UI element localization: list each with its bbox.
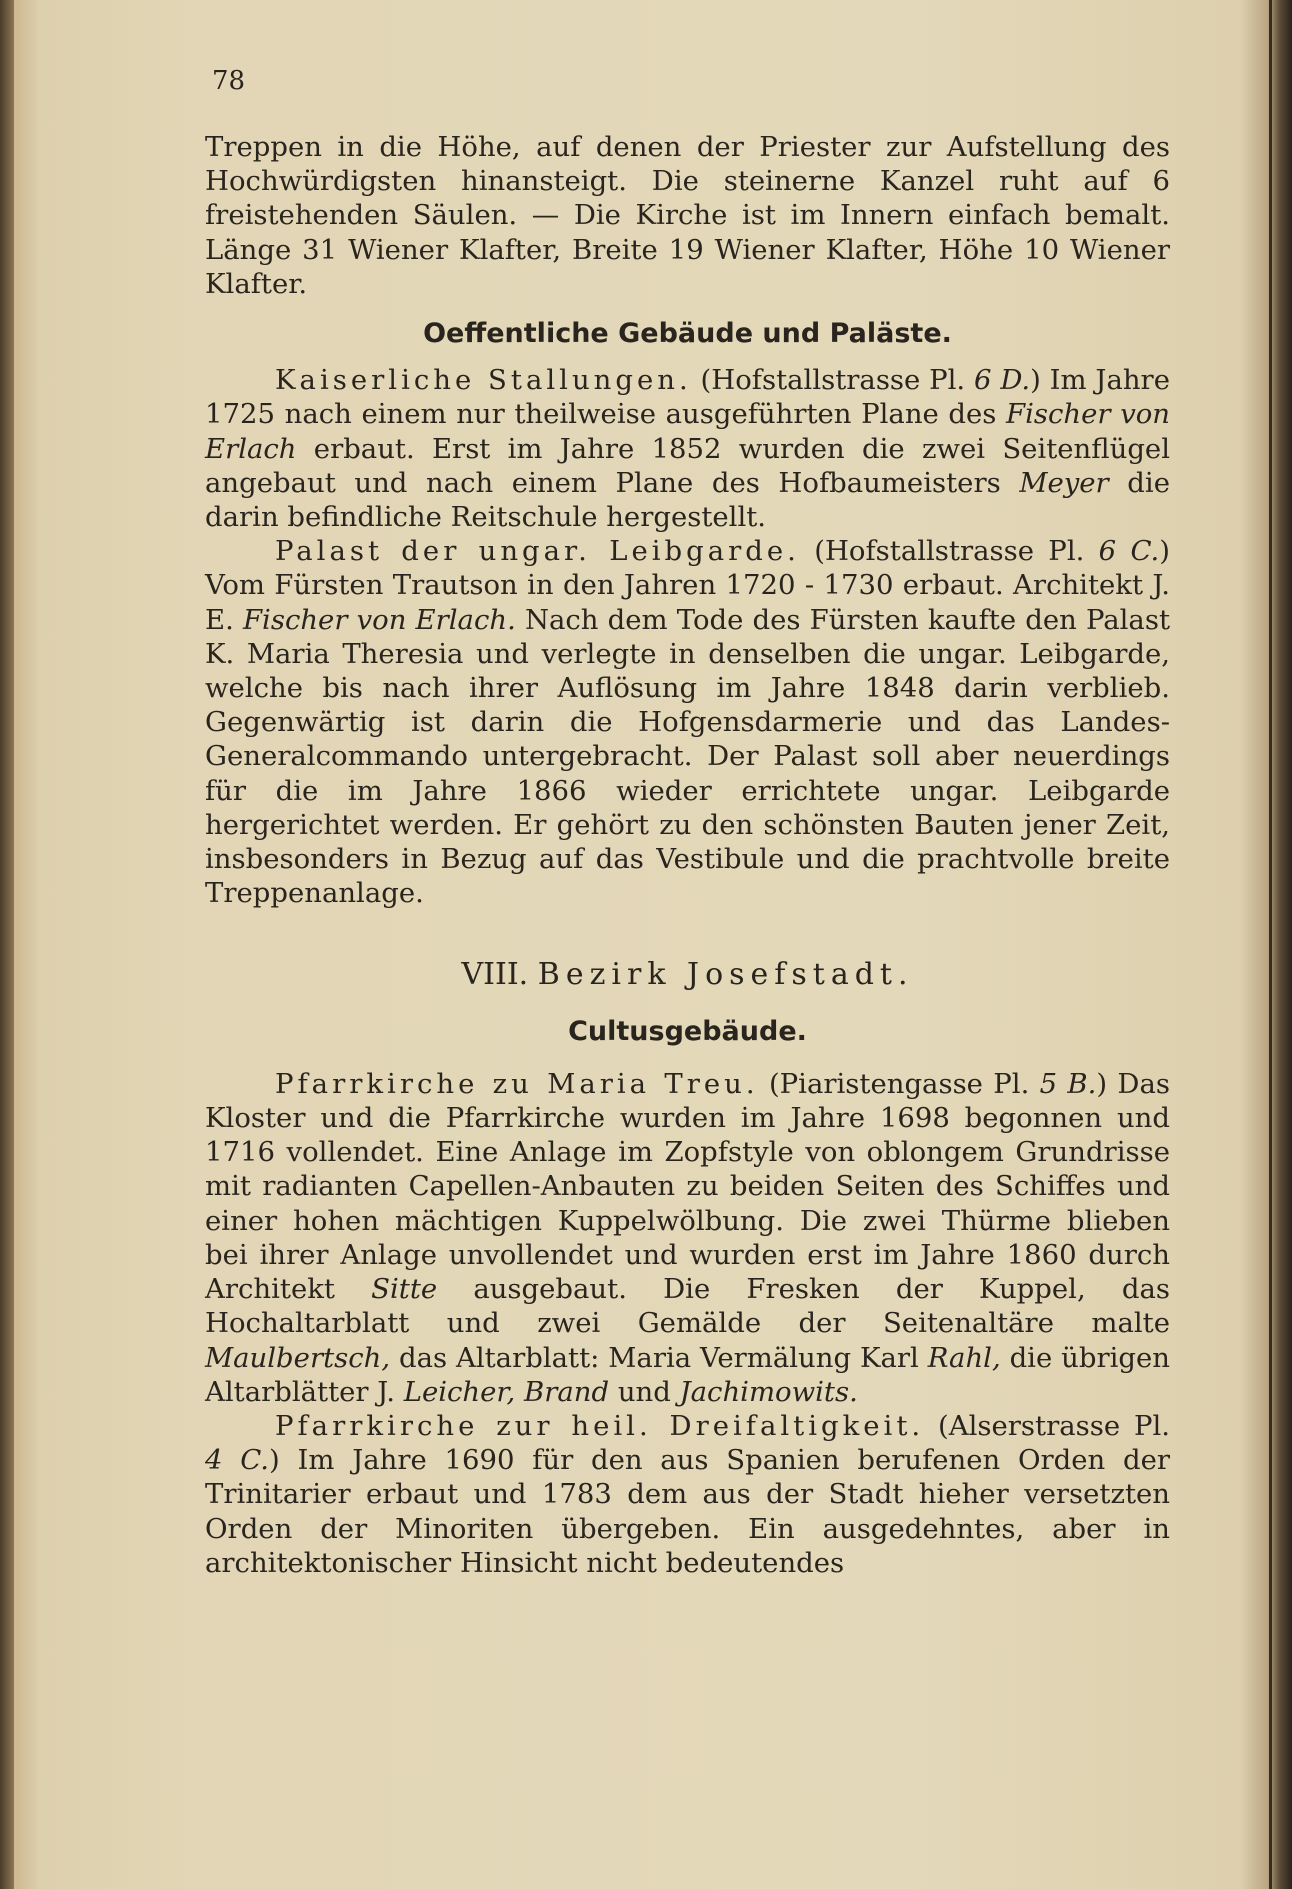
entry-title: Palast der ungar. Leibgarde. (275, 535, 800, 568)
district-heading: VIII. Bezirk Josefstadt. (461, 957, 914, 993)
architect-name: Meyer (1019, 466, 1109, 499)
entry-title: Pfarrkirche zur heil. Dreifaltigkeit. (275, 1409, 925, 1442)
architect-name: Sitte (371, 1273, 438, 1306)
entry-title: Kaiserliche Stallungen. (275, 364, 692, 397)
paragraph-church-interior: Treppen in die Höhe, auf denen der Priester zur Aufstellung des Hochwürdigsten hinansteigt. Die steinerne Kanzel ruht auf 6 freistehenden Säulen. — Die Kirche ist im Innern einfach bemalt. Länge 31 Wiener Klafter, Breite 19 Wiener Klafter, Höhe 10 Wiener Klafter. (205, 131, 1170, 300)
entry-maria-treu: Pfarrkirche zu Maria Treu. (Piaristengasse Pl. 5 B.) Das Kloster und die Pfarrkirche wurden im Jahre 1698 begonnen und 1716 vollendet. Eine Anlage im Zopfstyle von oblongem Grundrisse mit radianten Capellen-Anbauten zu beiden Seiten des Schiffes und einer hohen mächtigen Kuppelwölbung. Die zwei Thürme blieben bei ihrer Anlage unvollendet und wurden erst im Jahre 1860 durch Architekt Sitte ausgebaut. Die Fresken der Kuppel, das Hochaltarblatt und zwei Gemälde der Seitenaltäre malte Maulbertsch, das Altarblatt: Maria Vermälung Karl Rahl, die übrigen Altarblätter J. Leicher, Brand und Jachimowits. (205, 1067, 1170, 1408)
entry-palast-leibgarde: Palast der ungar. Leibgarde. (Hofstallstrasse Pl. 6 C.) Vom Fürsten Trautson in den Jahren 1720 - 1730 erbaut. Architekt J. E. Fischer von Erlach. Nach dem Tode des Fürsten kaufte den Palast K. Maria Theresia und verlegte in denselben die ungar. Leibgarde, welche bis nach ihrer Auflösung im Jahre 1848 darin verblieb. Gegenwärtig ist darin die Hofgensdarmerie und das Landes-Generalcommando untergebracht. Der Palast soll aber neuerdings für die im Jahre 1866 wieder errichtete ungar. Leibgarde hergerichtet werden. Er gehört zu den schönsten Bauten jener Zeit, insbesonders in Bezug auf das Vestibule und die prachtvolle breite Treppenanlage. (205, 535, 1170, 910)
painter-name: Maulbertsch, (205, 1341, 391, 1374)
entry-kaiserliche-stallungen: Kaiserliche Stallungen. (Hofstallstrasse Pl. 6 D.) Im Jahre 1725 nach einem nur theilweise ausgeführten Plane des Fischer von Erlach erbaut. Erst im Jahre 1852 wurden die zwei Seitenflügel angebaut und nach einem Plane des Hofbaumeisters Meyer die darin befindliche Reitschule hergestellt. (205, 364, 1170, 534)
section-heading-public-buildings: Oeffentliche Gebäude und Paläste. (423, 318, 952, 350)
section-heading-cult-buildings: Cultusgebäude. (568, 1015, 807, 1047)
painter-name: Brand (524, 1375, 610, 1408)
plan-reference: 6 C. (1098, 535, 1160, 568)
text-column (205, 62, 1170, 1580)
plan-reference: 6 D. (974, 364, 1031, 397)
painter-name: Leicher, (403, 1375, 516, 1408)
painter-name: Rahl, (927, 1341, 1001, 1374)
architect-name: Fischer von Erlach (205, 398, 1170, 465)
page-edge-shadow (1269, 0, 1272, 1889)
entry-title: Pfarrkirche zu Maria Treu. (275, 1067, 759, 1100)
plan-reference: 5 B. (1039, 1067, 1097, 1100)
book-spine (0, 0, 14, 1889)
architect-name: Fischer von Erlach. (242, 603, 516, 636)
page-number: 78 (212, 66, 246, 96)
entry-dreifaltigkeit: Pfarrkirche zur heil. Dreifaltigkeit. (Alserstrasse Pl. 4 C.) Im Jahre 1690 für den aus Spanien berufenen Orden der Trinitarier erbaut und 1783 dem aus der Stadt hieher versetzten Orden der Minoriten übergeben. Ein ausgedehntes, aber in architektonischer Hinsicht nicht bedeutendes (205, 1409, 1170, 1579)
painter-name: Jachimowits. (679, 1375, 858, 1408)
plan-reference: 4 C. (205, 1444, 270, 1477)
